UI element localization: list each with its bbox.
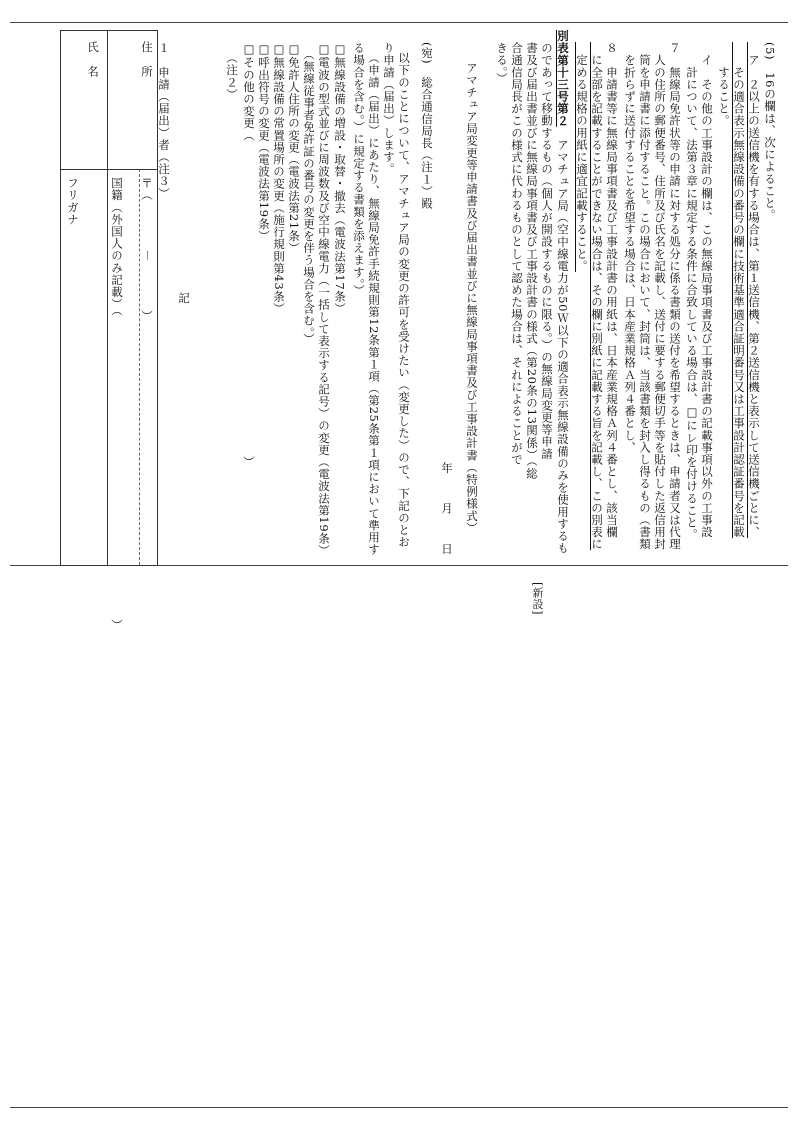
note-line-10: を折らずに送付することを希望する場合は、日本産業規格Ａ列４番とし、 [623,42,637,454]
check-item-2[interactable]: □電波の型式並びに周波数及び空中線電力（一括して表示する記号）の変更（電波法第19条） [317,42,331,557]
note-line-2: ア ２以上の送信機を有する場合は、第１送信機、第２送信機と表示して送信機ごとに、 [747,42,761,539]
note-line-5: イ その他の工事設計の欄は、この無線局事項書及び工事設計書の記載事項以外の工事設 [700,42,714,539]
item-1-label: １ 申請（届出）者（注３） [157,42,171,200]
note-line-13: 定める規格の用紙に適宜記載すること。 [575,42,589,272]
top-rule [10,22,788,23]
appendix-heading-line-2: のであって移動するもの（個人が開設するものに限る。）の無線局変更等申請 [540,42,554,460]
note-line-11: ８ 申請書等に無線局事項書及び工事設計書の用紙は、日本産業規格Ａ列４番とし、該当欄 [605,42,619,539]
table-header-separator [61,169,157,170]
form-date: 年 月 日 [440,462,454,557]
intro-line-1: 以下のことについて、アマチュア局の変更の許可を受けたい（変更した）ので、下記のとお [397,52,411,549]
note-2-label: （注２） [225,52,239,101]
check-item-2-note: （無線従事者免許証の番号の変更を伴う場合を含む。） [302,42,316,346]
name-label: 氏 名 [86,41,100,78]
table-divider [107,31,108,565]
check-item-3[interactable]: □免許人住所の変更（電波法第21条） [287,42,301,254]
note-line-3: その適合表示無線設備の番号の欄に技術基準適合証明番号又は工事設計認証番号を記載 [732,42,746,539]
intro-line-3: （申請（届出）にあたり、無線局免許手続規則第12条第１項（第25条第１項において準用す [367,52,381,556]
note-line-7: ７ 無線局免許状等の申請に対する処分に係る書類の送付を希望するときは、申請者又は代理 [668,42,682,551]
check-item-6[interactable]: □その他の変更（ ） [242,42,256,468]
addressee: (宛) 総合通信局長（注１）殿 [420,42,434,210]
postal-code-field[interactable]: 〒（ － ） [140,177,154,323]
note-line-8: 人の住所の郵便番号、住所及び氏名を記載し、送付に要する郵便切手等を貼付した返信用封 [653,42,667,551]
note-line-9: 筒を申請書に添付すること。この場合において、封筒は、当該書類を封入し得るもの（書類 [638,42,652,551]
note-line-12: に全部を記載することができない場合は、その欄に別紙に記載する旨を記載し、この別表に [590,42,604,551]
note-line-4: すること。 [717,42,731,127]
ki-marker: 記 [177,292,191,305]
furigana-field[interactable]: フリガナ [66,177,80,226]
check-item-1[interactable]: □無線設備の増設・取替・撤去（電波法第17条） [333,42,347,315]
note-line-1: (5) 16の欄は、次によること。 [763,42,777,222]
appendix-heading-line-3: 書及び届出書並びに無線局事項書及び工事設計書の様式（第20条の13関係）（総 [525,42,539,480]
appendix-heading-line [556,30,569,554]
bottom-rule [10,1107,788,1108]
check-item-4[interactable]: □無線設備の常置場所の変更（施行規則第43条） [272,42,286,315]
check-item-5[interactable]: □呼出符号の変更（電波法第19条） [257,42,271,242]
address-label: 住 所 [140,41,154,78]
intro-line-4: る場合を含む。）に規定する書類を添えます。） [352,42,366,297]
note-line-6: 計について、法第３章に規定する条件に合致している場合は、□にレ印を付けること。 [685,42,699,541]
new-provision-tag: [新設] [531,582,544,615]
appendix-heading-line-4: 合通信局長がこの様式に代わるものとして認めた場合は、それによることがで [510,42,524,466]
applicant-table [60,30,158,632]
form-title: アマチュア局変更等申請書及び届出書並びに無線局事項書及び工事設計書（特例様式） [465,62,479,534]
appendix-heading-line-5: きる。） [495,42,509,85]
intro-line-2: り申請（届出）します。 [382,42,396,176]
appendix-heading-rest: アマチュア局（空中線電力が50Ｗ以下の適合表示無線設備のみを使用するも [556,126,570,555]
appendix-heading: 別表第十三号第２ [556,30,570,127]
nationality-field[interactable]: 国籍（外国人のみ記載）（ ） [110,177,124,632]
